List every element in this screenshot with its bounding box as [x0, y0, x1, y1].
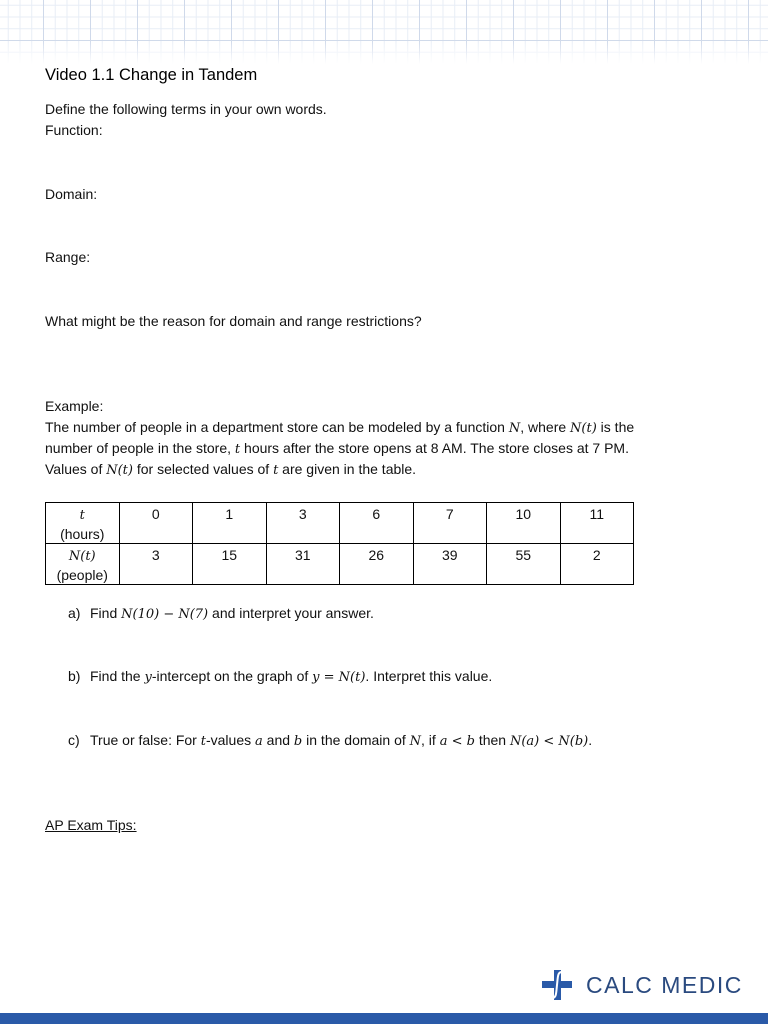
- math-expr: a < b: [439, 734, 475, 749]
- calc-medic-logo: [540, 968, 743, 1002]
- table-header-cell: [46, 503, 120, 544]
- math-var: N: [508, 421, 521, 436]
- table-cell: 6: [340, 503, 414, 544]
- part-text: . Interpret this value.: [365, 668, 493, 684]
- table-cell: 55: [487, 544, 561, 585]
- question-restrictions: What might be the reason for domain and range restrictions?: [45, 313, 422, 329]
- part-text: Find the: [90, 668, 145, 684]
- table-cell: 3: [266, 503, 340, 544]
- math-var: N: [409, 734, 422, 749]
- part-text: and: [262, 732, 294, 748]
- part-text: , if: [421, 732, 440, 748]
- math-expr: N(10) − N(7): [121, 607, 209, 622]
- header-unit: (hours): [60, 526, 105, 542]
- math-var: a: [255, 734, 263, 749]
- example-text: The number of people in a department store can be modeled by a function: [45, 419, 509, 435]
- example-text: , where: [520, 419, 571, 435]
- part-text: .: [588, 732, 593, 748]
- math-expr: N(t): [570, 421, 597, 436]
- header-var: t: [79, 508, 85, 523]
- math-expr: N(t): [106, 463, 133, 478]
- example-text: are given in the table.: [278, 461, 417, 477]
- table-row: [46, 544, 634, 585]
- ap-exam-tips-heading: AP Exam Tips:: [45, 817, 137, 833]
- table-row: [46, 503, 634, 544]
- table-cell: 26: [340, 544, 414, 585]
- footer-bar: [0, 1013, 768, 1024]
- example-text: is the: [596, 419, 635, 435]
- math-var: t: [273, 463, 279, 478]
- math-var: y: [144, 670, 152, 685]
- part-text: -values: [205, 732, 256, 748]
- term-function: Function:: [45, 122, 103, 138]
- table-cell: 31: [266, 544, 340, 585]
- math-var: t: [200, 734, 206, 749]
- instructions: Define the following terms in your own words.: [45, 101, 327, 117]
- part-a: [68, 605, 374, 622]
- example-line-2: [45, 438, 629, 460]
- part-text: -intercept on the graph of: [151, 668, 313, 684]
- table-cell: 7: [413, 503, 487, 544]
- part-text: True or false: For: [90, 732, 201, 748]
- example-text: for selected values of: [132, 461, 274, 477]
- part-label: b): [68, 668, 81, 684]
- example-line-3: [45, 459, 416, 481]
- table-cell: 1: [193, 503, 267, 544]
- table-cell: 0: [119, 503, 193, 544]
- term-domain: Domain:: [45, 186, 98, 202]
- part-label: c): [68, 732, 80, 748]
- table-cell: 3: [119, 544, 193, 585]
- table-cell: 2: [560, 544, 634, 585]
- part-text: in the domain of: [302, 732, 410, 748]
- header-var: N(t): [68, 549, 96, 564]
- part-label: a): [68, 605, 81, 621]
- header-fade: [0, 40, 768, 64]
- table-cell: 11: [560, 503, 634, 544]
- part-text: then: [474, 732, 510, 748]
- example-label: Example:: [45, 398, 104, 414]
- example-text: hours after the store opens at 8 AM. The store closes at 7 PM.: [240, 440, 629, 456]
- term-range: Range:: [45, 249, 91, 265]
- page-title: Video 1.1 Change in Tandem: [45, 66, 258, 84]
- brand-name: CALC MEDIC: [586, 971, 743, 998]
- part-c: [68, 732, 592, 749]
- math-var: b: [293, 734, 303, 749]
- table-cell: 10: [487, 503, 561, 544]
- example-text: Values of: [45, 461, 107, 477]
- header-unit: (people): [56, 567, 108, 583]
- math-var: t: [234, 442, 241, 457]
- example-line-1: [45, 417, 634, 439]
- part-text: and interpret your answer.: [208, 605, 374, 621]
- example-text: number of people in the store,: [45, 440, 235, 456]
- table-cell: 15: [193, 544, 267, 585]
- math-expr: y = N(t): [312, 670, 366, 685]
- table-header-cell: [46, 544, 120, 585]
- integral-cross-icon: [540, 968, 574, 1002]
- part-b: [68, 668, 492, 685]
- math-expr: N(a) < N(b): [509, 734, 589, 749]
- table-cell: 39: [413, 544, 487, 585]
- part-text: Find: [90, 605, 122, 621]
- values-table: [45, 502, 634, 585]
